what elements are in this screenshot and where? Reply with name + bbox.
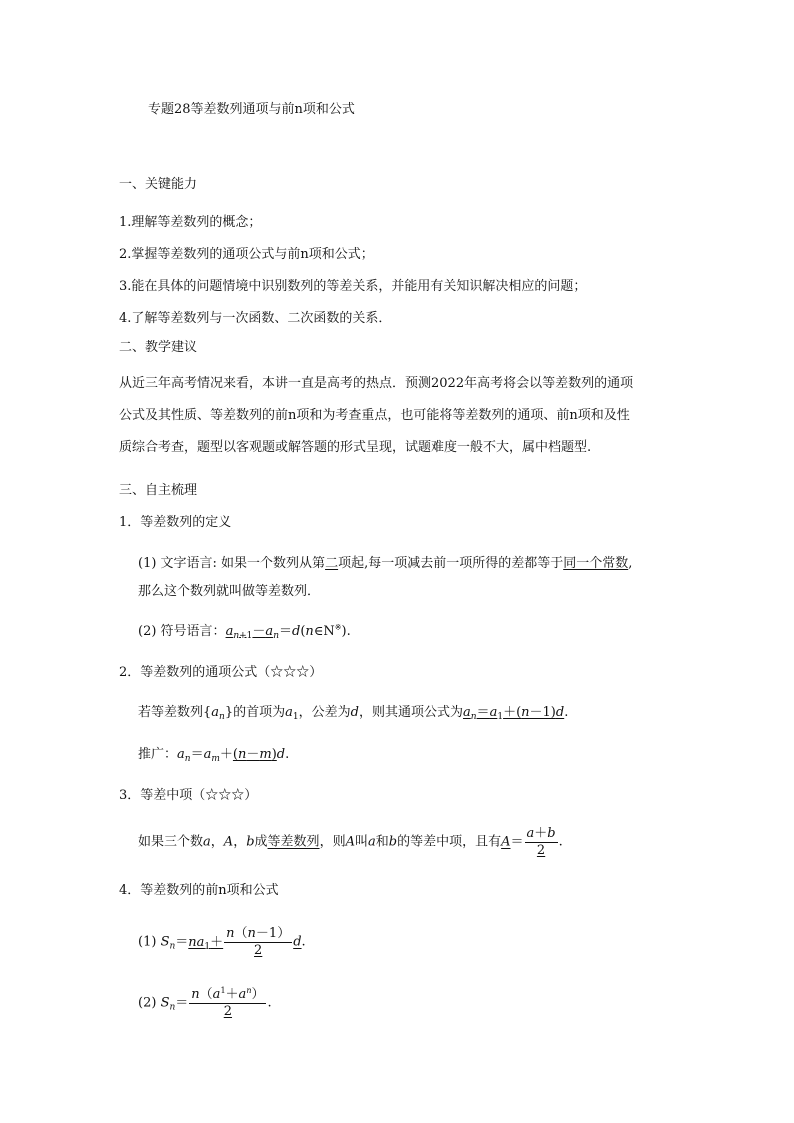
ability-item-2: 2.掌握等差数列的通项公式与前n项和公式； xyxy=(119,247,374,262)
definition-symbolic: (2) 符号语言：$a_{n+1}-a_n=d(n\in N^※)$. xyxy=(138,623,351,641)
topic-sum-title: 4．等差数列的前n项和公式 xyxy=(119,883,279,898)
advice-line-2: 公式及其性质、等差数列的前n项和为考查重点，也可能将等差数列的通项、前n项和及性 xyxy=(119,408,630,423)
sum-formula-2: (2) $S_n=$ $\frac{n(a^1+a^n)}{2}$ . xyxy=(138,986,272,1019)
advice-line-1: 从近三年高考情况来看，本讲一直是高考的热点．预测2022年高考将会以等差数列的通项 xyxy=(119,376,634,391)
ability-item-1: 1.理解等差数列的概念； xyxy=(119,215,262,230)
advice-line-3: 质综合考查，题型以客观题或解答题的形式呈现，试题难度一般不大，属中档题型. xyxy=(119,440,592,455)
formula-sum-fraction-1: $\frac{n(n-1)}{2}$ xyxy=(226,926,291,958)
formula-general-term: $a_n=a_1+(n-1)d$ xyxy=(462,705,565,722)
topic-definition-title: 1．等差数列的定义 xyxy=(119,515,232,530)
section-heading-teaching-advice: 二、教学建议 xyxy=(119,340,198,355)
document-title: 专题28等差数列通项与前n项和公式 xyxy=(148,102,355,117)
topic-arithmetic-mean-title: 3．等差中项（☆☆☆） xyxy=(119,788,258,803)
definition-text-language-line2: 那么这个数列就叫做等差数列． xyxy=(138,584,321,599)
formula-extension: (n－m) xyxy=(232,747,277,762)
general-term-text: 若等差数列$\{a_n\}$的首项为$a_1$，公差为d，则其通项公式为$a_n=a_1+(n-1)d$. xyxy=(138,705,569,722)
sum-formula-1: (1) $S_n=na_1+$ $\frac{n(n-1)}{2}$ d. xyxy=(138,926,306,958)
section-heading-self-review: 三、自主梳理 xyxy=(119,483,198,498)
arithmetic-mean-text: 如果三个数a，A，b成等差数列，则A叫a和b的等差中项，且有A＝ $\frac{a+b}{2}$ . xyxy=(138,826,563,858)
topic-general-term-title: 2．等差数列的通项公式（☆☆☆） xyxy=(119,665,323,680)
general-term-extension: 推广：$a_n=a_m+(n-m)d$. xyxy=(138,747,290,764)
formula-arithmetic-mean: $\frac{a+b}{2}$ xyxy=(526,826,556,858)
section-heading-key-abilities: 一、关键能力 xyxy=(119,177,198,192)
ability-item-4: 4.了解等差数列与一次函数、二次函数的关系． xyxy=(119,311,392,326)
formula-difference: $a_{n+1}-a_n$ xyxy=(225,624,279,641)
formula-sum-fraction-2: $\frac{n(a^1+a^n)}{2}$ xyxy=(191,986,265,1019)
definition-text-language: (1) 文字语言: 如果一个数列从第二项起,每一项减去前一项所得的差都等于同一个常数, xyxy=(138,556,633,571)
ability-item-3: 3.能在具体的问题情境中识别数列的等差关系，并能用有关知识解决相应的问题； xyxy=(119,279,587,294)
